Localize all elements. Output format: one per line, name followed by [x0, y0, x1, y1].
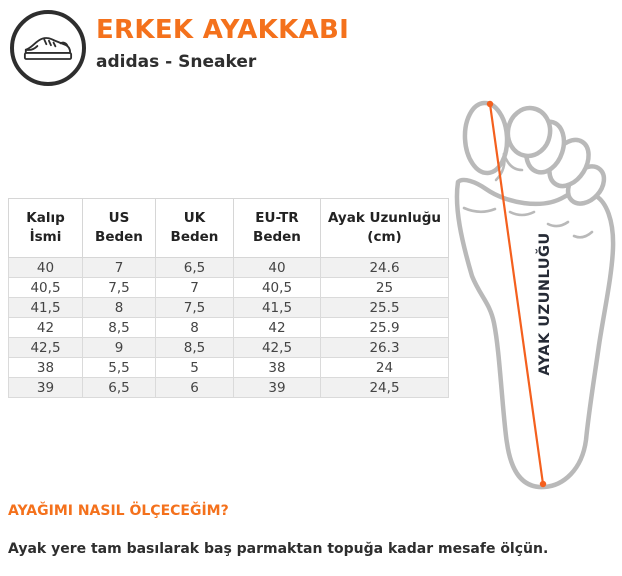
- table-row: 41,5 8 7,5 41,5 25.5: [9, 298, 449, 318]
- measure-section-heading: AYAĞIMI NASIL ÖLÇECEĞİM?: [8, 503, 229, 519]
- sneaker-icon: [22, 28, 74, 69]
- category-logo-circle: [10, 10, 86, 86]
- size-table-header-row: [9, 199, 449, 258]
- foot-diagram: [450, 90, 622, 490]
- foot-sole-outline: [457, 180, 613, 487]
- measure-endpoint-toe: [487, 101, 493, 107]
- size-table: [8, 198, 449, 398]
- col-header-ayak-uzunlugu: Ayak Uzunluğu (cm): [321, 199, 449, 258]
- col-header-kalip-ismi: Kalıp İsmi: [9, 199, 83, 258]
- foot-big-toe: [463, 102, 509, 174]
- foot-length-label: AYAK UZUNLUĞU: [537, 232, 554, 376]
- table-row: 39 6,5 6 39 24,5: [9, 378, 449, 398]
- measure-endpoint-heel: [540, 481, 546, 487]
- page-subtitle: adidas - Sneaker: [96, 52, 257, 72]
- measure-section-body: Ayak yere tam basılarak baş parmaktan topuğa kadar mesafe ölçün.: [8, 541, 549, 557]
- col-header-uk-beden: UK Beden: [156, 199, 234, 258]
- table-row: 38 5,5 5 38 24: [9, 358, 449, 378]
- table-row: 42,5 9 8,5 42,5 26.3: [9, 338, 449, 358]
- page-title: ERKEK AYAKKABI: [96, 15, 350, 45]
- table-row: 42 8,5 8 42 25.9: [9, 318, 449, 338]
- col-header-eu-tr-beden: EU-TR Beden: [234, 199, 321, 258]
- table-row: 40,5 7,5 7 40,5 25: [9, 278, 449, 298]
- table-row: 40 7 6,5 40 24.6: [9, 258, 449, 278]
- col-header-us-beden: US Beden: [83, 199, 156, 258]
